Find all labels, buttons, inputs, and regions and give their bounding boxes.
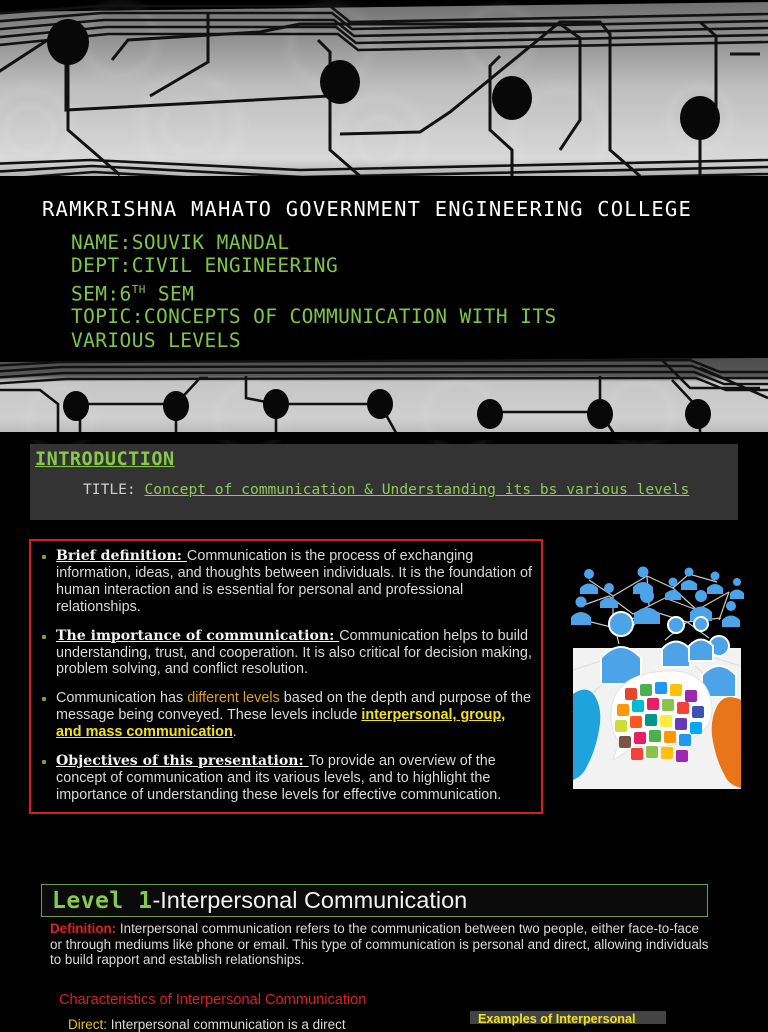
page-title: RAMKRISHNA MAHATO GOVERNMENT ENGINEERING COLLEGE	[42, 197, 693, 221]
bullet-dot-icon	[42, 760, 46, 764]
characteristics-heading: Characteristics of Interpersonal Communication	[59, 992, 367, 1008]
list-item-lead: Objectives of this presentation:	[56, 753, 309, 770]
list-item-body: Communication helps to build understanding, trust, and cooperation. It is also critical for decision making, problem solving, and conflict resolution.	[56, 627, 532, 678]
topic-line-2: VARIOUS LEVELS	[71, 328, 241, 352]
list-item-body: Communication has	[56, 690, 188, 707]
examples-box	[470, 1011, 666, 1024]
list-item-body-mid: based on the depth and purpose of the message being conveyed. These levels include	[56, 690, 531, 724]
communication-network-image	[569, 562, 745, 793]
list-item-lead: Brief definition:	[56, 548, 187, 564]
bullet-dot-icon	[42, 697, 46, 701]
definition-text: Interpersonal communication refers to the communication between two people, either face-to-face or through mediums like phone or email. This type of communication is personal and direct, allowing individuals to build rapport and establish relationships.	[50, 921, 709, 968]
list-item-text	[56, 753, 532, 804]
circuit-banner-top	[0, 0, 768, 188]
level-number: Level 1	[52, 888, 153, 914]
title-value: Concept of communication & Understanding its bs various levels	[144, 481, 690, 498]
list-item	[39, 690, 532, 741]
bullet-dot-icon	[42, 635, 46, 639]
title-label: TITLE:	[83, 481, 145, 498]
introduction-panel	[30, 444, 738, 520]
list-item-text	[56, 628, 532, 679]
introduction-title	[28, 479, 734, 500]
characteristic-item-direct	[68, 1017, 458, 1032]
communication-illustration-svg	[569, 562, 745, 793]
highlight-orange: different levels	[187, 690, 280, 707]
introduction-heading: INTRODUCTION	[35, 449, 175, 470]
circuit-banner-bottom	[0, 358, 768, 440]
title-block	[0, 188, 768, 358]
student-dept: DEPT:CIVIL ENGINEERING	[71, 254, 339, 278]
student-name: NAME:SOUVIK MANDAL	[71, 231, 290, 254]
list-item-lead: The importance of communication:	[56, 627, 340, 644]
characteristic-text: Interpersonal communication is a direct	[107, 1017, 346, 1032]
key-points-box	[29, 539, 543, 814]
topic-line-1: TOPIC:CONCEPTS OF COMMUNICATION WITH ITS	[71, 305, 557, 329]
student-sem: SEM:6TH SEM	[71, 282, 195, 306]
bullet-dot-icon	[42, 555, 46, 559]
examples-box-label: Examples of Interpersonal	[478, 1012, 636, 1026]
list-item-body-end: .	[232, 724, 237, 741]
definition-label: Definition:	[50, 921, 117, 936]
list-item-body: To provide an overview of the concept of communication and its various levels, and to highlight the importance of understanding these levels for effective communication.	[56, 753, 502, 803]
level-1-heading-box	[41, 884, 708, 917]
list-item-text	[56, 548, 532, 616]
characteristic-label: Direct:	[68, 1017, 108, 1032]
list-item	[39, 548, 532, 616]
list-item	[39, 628, 532, 679]
level-1-definition	[50, 921, 710, 968]
list-item-text	[56, 690, 532, 741]
level-1-heading	[52, 887, 467, 914]
list-item	[39, 753, 532, 804]
level-title: -Interpersonal Communication	[152, 887, 468, 913]
list-item-body: Communication is the process of exchanging information, ideas, and thoughts between individuals. It is the foundation of human interaction and is essential for personal and professional relationships.	[56, 548, 533, 615]
highlight-yellow: interpersonal, group, and mass communication	[56, 707, 506, 741]
author-meta	[71, 231, 557, 352]
